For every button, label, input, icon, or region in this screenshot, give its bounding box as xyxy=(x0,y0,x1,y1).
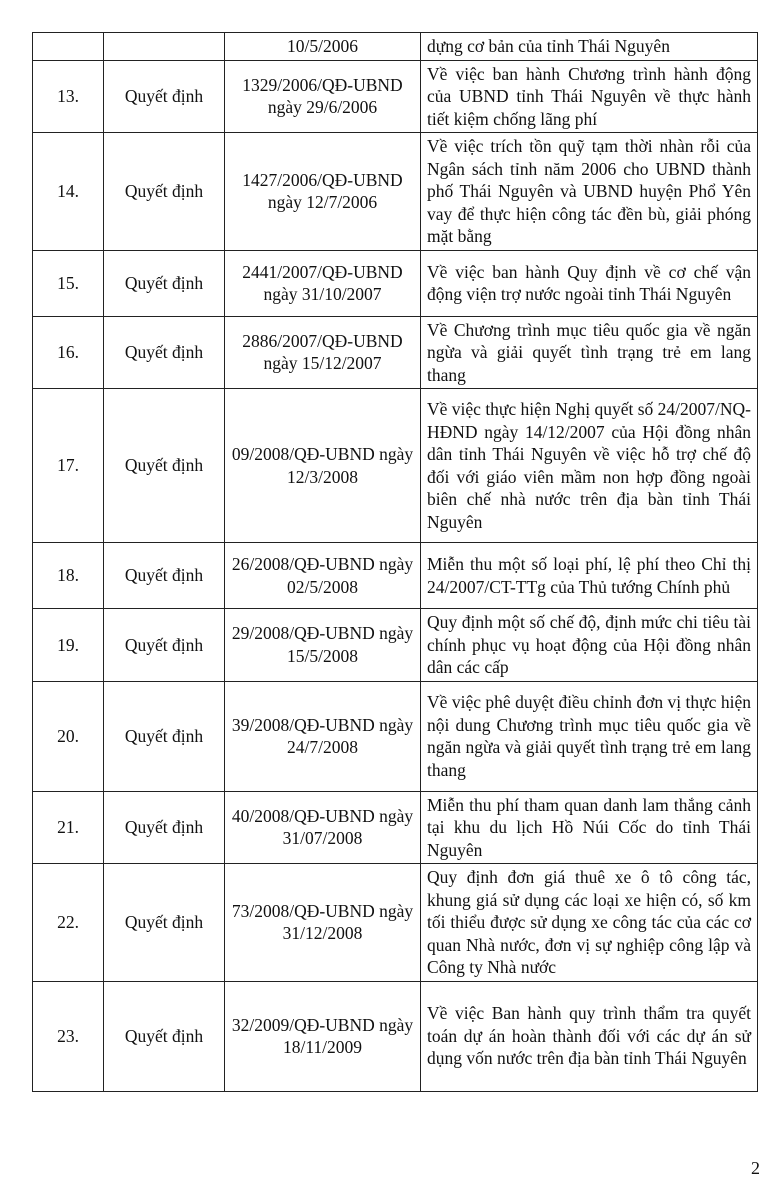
table-row xyxy=(33,543,758,609)
document-type-cell: Quyết định xyxy=(104,389,225,543)
table-row xyxy=(33,864,758,982)
document-number-cell: 2441/2007/QĐ-UBND ngày 31/10/2007 xyxy=(225,250,421,316)
description-cell: Về việc trích tồn quỹ tạm thời nhàn rỗi của Ngân sách tỉnh năm 2006 cho UBND thành phố Thái Nguyên và UBND huyện Phổ Yên vay để thực hiện công tác đền bù, giải phóng mặt bằng xyxy=(421,133,758,251)
description-cell: Về Chương trình mục tiêu quốc gia về ngăn ngừa và giải quyết tình trạng trẻ em lang thang xyxy=(421,316,758,389)
row-number-cell: 14. xyxy=(33,133,104,251)
document-type-cell: Quyết định xyxy=(104,681,225,791)
table-row xyxy=(33,133,758,251)
document-type-cell: Quyết định xyxy=(104,981,225,1091)
description-cell: Về việc phê duyệt điều chỉnh đơn vị thực hiện nội dung Chương trình mục tiêu quốc gia về ngăn ngừa và giải quyết tình trạng trẻ em lang thang xyxy=(421,681,758,791)
row-number-cell: 17. xyxy=(33,389,104,543)
document-number-cell: 2886/2007/QĐ-UBND ngày 15/12/2007 xyxy=(225,316,421,389)
row-number-cell: 13. xyxy=(33,60,104,133)
document-type-cell: Quyết định xyxy=(104,60,225,133)
document-table xyxy=(32,32,758,1092)
document-number-cell: 29/2008/QĐ-UBND ngày 15/5/2008 xyxy=(225,609,421,682)
table-row xyxy=(33,60,758,133)
row-number-cell xyxy=(33,33,104,61)
table-row xyxy=(33,791,758,864)
document-number-cell: 39/2008/QĐ-UBND ngày 24/7/2008 xyxy=(225,681,421,791)
document-type-cell: Quyết định xyxy=(104,250,225,316)
document-number-cell: 40/2008/QĐ-UBND ngày 31/07/2008 xyxy=(225,791,421,864)
description-cell: Quy định một số chế độ, định mức chi tiêu tài chính phục vụ hoạt động của Hội đồng nhân dân các cấp xyxy=(421,609,758,682)
document-type-cell: Quyết định xyxy=(104,791,225,864)
description-cell: Quy định đơn giá thuê xe ô tô công tác, khung giá sử dụng các loại xe hiện có, số km tối thiểu được sử dụng xe công tác của các cơ quan Nhà nước, đơn vị sự nghiệp công lập và Công ty Nhà nước xyxy=(421,864,758,982)
description-cell: Về việc Ban hành quy trình thẩm tra quyết toán dự án hoàn thành đối với các dự án sử dụng vốn nước trên địa bàn tỉnh Thái Nguyên xyxy=(421,981,758,1091)
table-row xyxy=(33,981,758,1091)
document-number-cell: 73/2008/QĐ-UBND ngày 31/12/2008 xyxy=(225,864,421,982)
table-row xyxy=(33,250,758,316)
document-number-cell: 09/2008/QĐ-UBND ngày 12/3/2008 xyxy=(225,389,421,543)
document-number-cell: 10/5/2006 xyxy=(225,33,421,61)
row-number-cell: 23. xyxy=(33,981,104,1091)
row-number-cell: 16. xyxy=(33,316,104,389)
description-cell: Về việc ban hành Quy định về cơ chế vận động viện trợ nước ngoài tỉnh Thái Nguyên xyxy=(421,250,758,316)
table-body xyxy=(33,33,758,1092)
document-type-cell: Quyết định xyxy=(104,316,225,389)
document-type-cell: Quyết định xyxy=(104,609,225,682)
document-type-cell: Quyết định xyxy=(104,543,225,609)
page-number: 2 xyxy=(751,1158,760,1178)
description-cell: dựng cơ bản của tỉnh Thái Nguyên xyxy=(421,33,758,61)
document-number-cell: 1329/2006/QĐ-UBND ngày 29/6/2006 xyxy=(225,60,421,133)
document-type-cell: Quyết định xyxy=(104,864,225,982)
row-number-cell: 22. xyxy=(33,864,104,982)
table-row xyxy=(33,609,758,682)
table-row xyxy=(33,681,758,791)
description-cell: Miễn thu phí tham quan danh lam thắng cảnh tại khu du lịch Hồ Núi Cốc do tỉnh Thái Nguyên xyxy=(421,791,758,864)
row-number-cell: 20. xyxy=(33,681,104,791)
document-number-cell: 26/2008/QĐ-UBND ngày 02/5/2008 xyxy=(225,543,421,609)
document-type-cell xyxy=(104,33,225,61)
table-row xyxy=(33,316,758,389)
row-number-cell: 18. xyxy=(33,543,104,609)
document-number-cell: 1427/2006/QĐ-UBND ngày 12/7/2006 xyxy=(225,133,421,251)
table-row xyxy=(33,33,758,61)
row-number-cell: 21. xyxy=(33,791,104,864)
description-cell: Về việc thực hiện Nghị quyết số 24/2007/NQ-HĐND ngày 14/12/2007 của Hội đồng nhân dân tỉnh Thái Nguyên về việc hỗ trợ chế độ đối với giáo viên mầm non hợp đồng ngoài biên chế nhà nước trên địa bàn tỉnh Thái Nguyên xyxy=(421,389,758,543)
row-number-cell: 15. xyxy=(33,250,104,316)
table-row xyxy=(33,389,758,543)
row-number-cell: 19. xyxy=(33,609,104,682)
description-cell: Về việc ban hành Chương trình hành động của UBND tỉnh Thái Nguyên về thực hành tiết kiệm chống lãng phí xyxy=(421,60,758,133)
document-number-cell: 32/2009/QĐ-UBND ngày 18/11/2009 xyxy=(225,981,421,1091)
description-cell: Miễn thu một số loại phí, lệ phí theo Chỉ thị 24/2007/CT-TTg của Thủ tướng Chính phủ xyxy=(421,543,758,609)
document-type-cell: Quyết định xyxy=(104,133,225,251)
